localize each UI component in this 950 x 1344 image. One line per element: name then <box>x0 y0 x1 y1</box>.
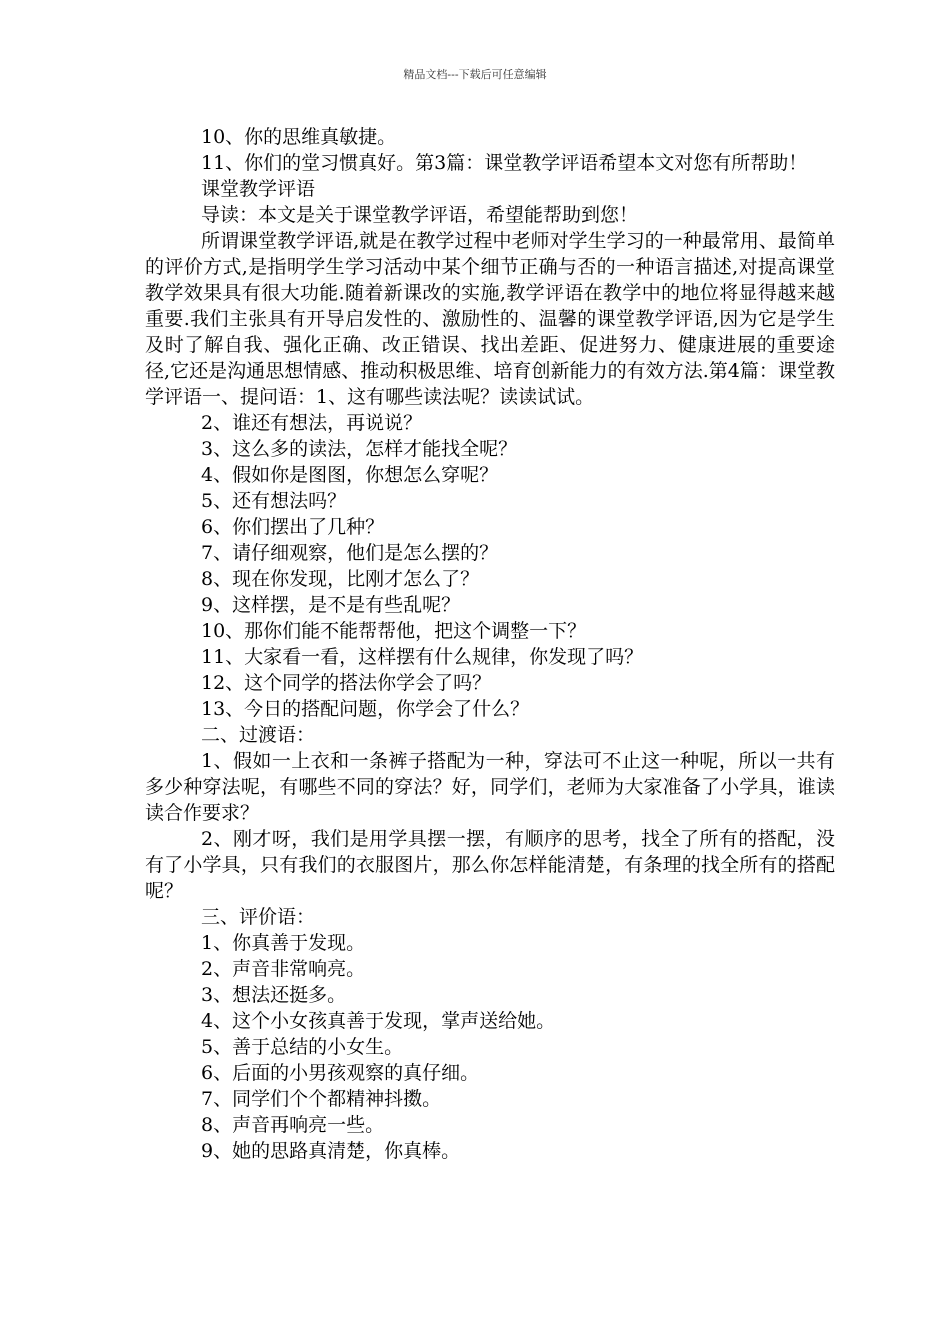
document-body <box>145 124 835 1164</box>
paragraph: 7、同学们个个都精神抖擞。 <box>201 1088 442 1110</box>
paragraph: 5、还有想法吗？ <box>201 490 347 512</box>
paragraph: 1、你真善于发现。 <box>201 932 366 954</box>
paragraph: 7、请仔细观察，他们是怎么摆的？ <box>201 542 499 564</box>
paragraph: 2、刚才呀，我们是用学具摆一摆，有顺序的思考，找全了所有的搭配，没有了小学具，只有我们的衣服图片，那么你怎样能清楚，有条理的找全所有的搭配呢？ <box>145 828 835 902</box>
paragraph: 所谓课堂教学评语,就是在教学过程中老师对学生学习的一种最常用、最简单的评价方式,是指明学生学习活动中某个细节正确与否的一种语言描述,对提高课堂教学效果具有很大功能.随着新课改的实施,教学评语在教学中的地位将显得越来越重要.我们主张具有开导启发性的、激励性的、温馨的课堂教学评语,因为它是学生及时了解自我、强化正确、改正错误、找出差距、促进努力、健康进展的重要途径,它还是沟通思想情感、推动积极思维、培育创新能力的有效方法.第4篇：课堂教学评语一、提问语：1、这有哪些读法呢？读读试试。 <box>145 230 835 408</box>
paragraph: 12、这个同学的搭法你学会了吗？ <box>201 672 492 694</box>
paragraph: 3、想法还挺多。 <box>201 984 347 1006</box>
paragraph: 1、假如一上衣和一条裤子搭配为一种，穿法可不止这一种呢，所以一共有多少种穿法呢，有哪些不同的穿法？好，同学们，老师为大家准备了小学具，谁读读合作要求？ <box>145 750 835 824</box>
paragraph: 二、过渡语： <box>201 724 316 746</box>
paragraph: 8、现在你发现，比刚才怎么了？ <box>201 568 480 590</box>
paragraph: 9、她的思路真清楚，你真棒。 <box>201 1140 461 1162</box>
paragraph: 10、你的思维真敏捷。 <box>201 126 397 148</box>
paragraph: 2、谁还有想法，再说说？ <box>201 412 423 434</box>
paragraph: 5、善于总结的小女生。 <box>201 1036 404 1058</box>
paragraph: 11、你们的堂习惯真好。第3篇：课堂教学评语希望本文对您有所帮助！ <box>201 152 808 174</box>
paragraph: 3、这么多的读法，怎样才能找全呢？ <box>201 438 518 460</box>
paragraph: 课堂教学评语 <box>201 178 316 200</box>
paragraph: 10、那你们能不能帮帮他，把这个调整一下？ <box>201 620 587 642</box>
paragraph: 11、大家看一看，这样摆有什么规律，你发现了吗？ <box>201 646 644 668</box>
paragraph: 导读：本文是关于课堂教学评语，希望能帮助到您！ <box>201 204 639 226</box>
paragraph: 8、声音再响亮一些。 <box>201 1114 385 1136</box>
paragraph: 2、声音非常响亮。 <box>201 958 366 980</box>
paragraph: 三、评价语： <box>201 906 316 928</box>
page-header: 精品文档---下载后可任意编辑 <box>403 68 547 81</box>
paragraph: 6、后面的小男孩观察的真仔细。 <box>201 1062 480 1084</box>
paragraph: 4、假如你是图图，你想怎么穿呢？ <box>201 464 499 486</box>
paragraph: 6、你们摆出了几种？ <box>201 516 385 538</box>
paragraph: 13、今日的搭配问题，你学会了什么？ <box>201 698 530 720</box>
paragraph: 4、这个小女孩真善于发现，掌声送给她。 <box>201 1010 556 1032</box>
paragraph: 9、这样摆，是不是有些乱呢？ <box>201 594 461 616</box>
